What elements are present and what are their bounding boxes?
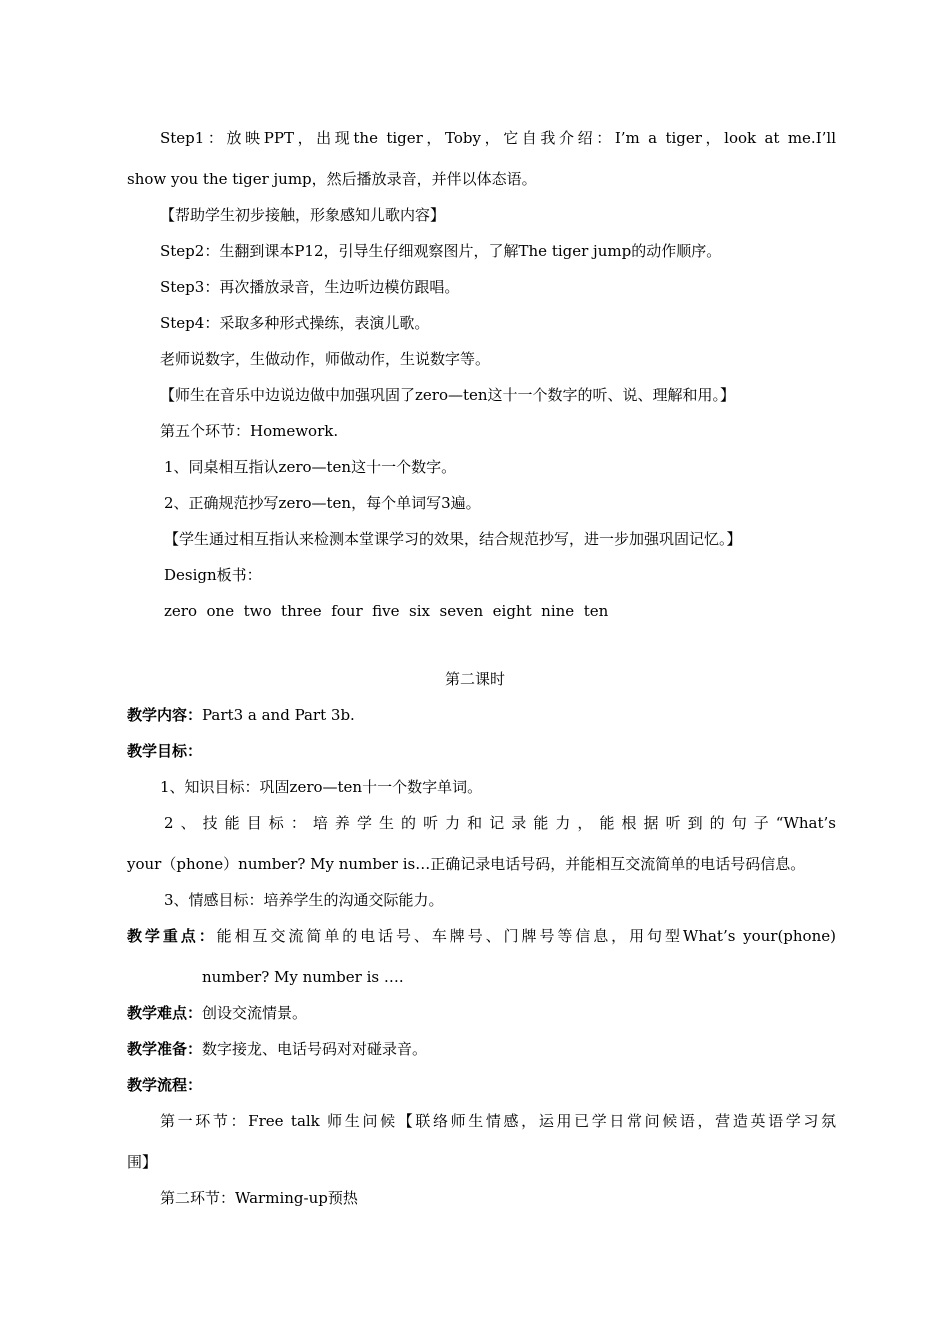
design-heading: Design板书： xyxy=(164,566,262,584)
section-title: 第二课时 xyxy=(444,670,505,688)
step3: Step3：再次播放录音，生边听边模仿跟唱。 xyxy=(160,278,460,296)
homework-item-2: 2、正确规范抄写zero—ten，每个单词写3遍。 xyxy=(164,494,481,512)
difficulties-value: 创设交流情景。 xyxy=(202,1004,308,1022)
stage-1-line1: 第一环节：Free talk 师生问候【联络师生情感，运用已学日常问候语，营造英语学习氛 xyxy=(160,1112,836,1130)
objective-1: 1、知识目标：巩固zero—ten十一个数字单词。 xyxy=(160,778,483,796)
board-words: zero one two three four five six seven eight nine ten xyxy=(164,602,609,620)
stage-1-line2: 围】 xyxy=(127,1153,158,1171)
step4: Step4：采取多种形式操练，表演儿歌。 xyxy=(160,314,430,332)
stage-2: 第二环节：Warming-up预热 xyxy=(160,1189,358,1207)
process-label: 教学流程： xyxy=(127,1076,203,1094)
difficulties-label: 教学难点： xyxy=(127,1004,203,1022)
note-2: 【师生在音乐中边说边做中加强巩固了zero—ten这十一个数字的听、说、理解和用。】 xyxy=(160,386,736,404)
preparation xyxy=(127,1039,427,1059)
activity-line: 老师说数字，生做动作，师做动作，生说数字等。 xyxy=(160,350,491,368)
homework-item-1: 1、同桌相互指认zero—ten这十一个数字。 xyxy=(164,458,457,476)
objective-2-line2: your（phone）number? My number is…正确记录电话号码，并能相互交流简单的电话号码信息。 xyxy=(127,855,806,873)
step1-line2: show you the tiger jump，然后播放录音，并伴以体态语。 xyxy=(127,170,537,188)
key-points-line2: number? My number is …. xyxy=(202,968,404,986)
objective-3: 3、情感目标：培养学生的沟通交际能力。 xyxy=(164,891,444,909)
teaching-content-value: Part3 a and Part 3b. xyxy=(202,706,355,724)
key-points xyxy=(127,926,836,946)
key-points-label: 教学重点： xyxy=(127,927,217,945)
teaching-content xyxy=(127,705,355,725)
note-3: 【学生通过相互指认来检测本堂课学习的效果，结合规范抄写，进一步加强巩固记忆。】 xyxy=(164,530,742,548)
step2: Step2：生翻到课本P12，引导生仔细观察图片，了解The tiger jump的动作顺序。 xyxy=(160,242,722,260)
homework-heading: 第五个环节：Homework. xyxy=(160,422,339,440)
note-1: 【帮助学生初步接触，形象感知儿歌内容】 xyxy=(160,206,446,224)
preparation-value: 数字接龙、电话号码对对碰录音。 xyxy=(202,1040,428,1058)
difficulties xyxy=(127,1003,307,1023)
teaching-objectives-label: 教学目标： xyxy=(127,742,203,760)
preparation-label: 教学准备： xyxy=(127,1040,203,1058)
key-points-value: 能相互交流简单的电话号、车牌号、门牌号等信息，用句型What’s your(phone) xyxy=(216,927,836,945)
objective-2-line1: 2、技能目标：培养学生的听力和记录能力，能根据听到的句子“What’s xyxy=(164,814,836,832)
teaching-content-label: 教学内容： xyxy=(127,706,203,724)
step1-line1: Step1：放映PPT，出现the tiger，Toby，它自我介绍：I’m a tiger，look at me.I’ll xyxy=(160,129,836,147)
